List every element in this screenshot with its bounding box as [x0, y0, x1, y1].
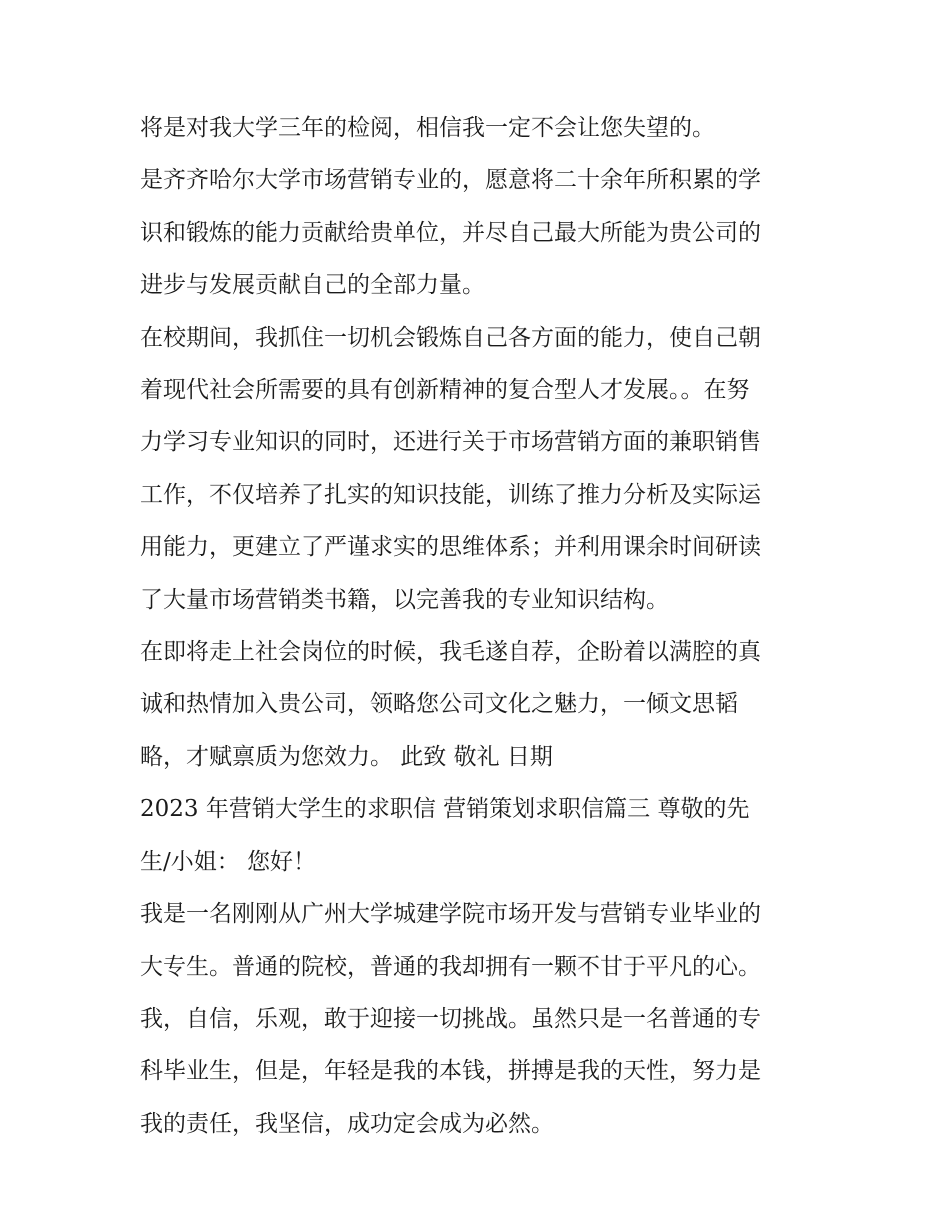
paragraph-letter-heading: 2023 年营销大学生的求职信 营销策划求职信篇三 尊敬的先 生/小姐： 您好！ — [140, 796, 750, 875]
paragraph-school-period: 在校期间，我抓住一切机会锻炼自己各方面的能力，使自己朝 着现代社会所需要的具有创新精神的复合型人才发展。。在努 力学习专业知识的同时，还进行关于市场营销方面的兼职销售 工作，不仅培养了扎实的知识技能，训练了推力分析及实际运 用能力，更建立了严谨求实的思维体系；并利用课余时间研读 了大量市场营销类书籍，以完善我的专业知识结构。 — [140, 324, 761, 613]
paragraph-closing-line: 将是对我大学三年的检阅，相信我一定不会让您失望的。 — [140, 115, 715, 141]
document-body — [140, 102, 820, 1150]
paragraph-intro: 是齐齐哈尔大学市场营销专业的，愿意将二十余年所积累的学 识和锻炼的能力贡献给贵单位，并尽自己最大所能为贵公司的 进步与发展贡献自己的全部力量。 — [140, 167, 761, 299]
paragraph-self-introduction: 我是一名刚刚从广州大学城建学院市场开发与营销专业毕业的 大专生。普通的院校，普通的我却拥有一颗不甘于平凡的心。 我，自信，乐观，敢于迎接一切挑战。虽然只是一名普通的专 科毕业生，但是，年轻是我的本钱，拼搏是我的天性，努力是 我的责任，我坚信，成功定会成为必然。 — [140, 901, 761, 1137]
paragraph-self-recommendation: 在即将走上社会岗位的时候，我毛遂自荐，企盼着以满腔的真 诚和热情加入贵公司，领略您公司文化之魅力，一倾文思韬 略，才赋禀质为您效力。 此致 敬礼 日期 — [140, 639, 761, 770]
